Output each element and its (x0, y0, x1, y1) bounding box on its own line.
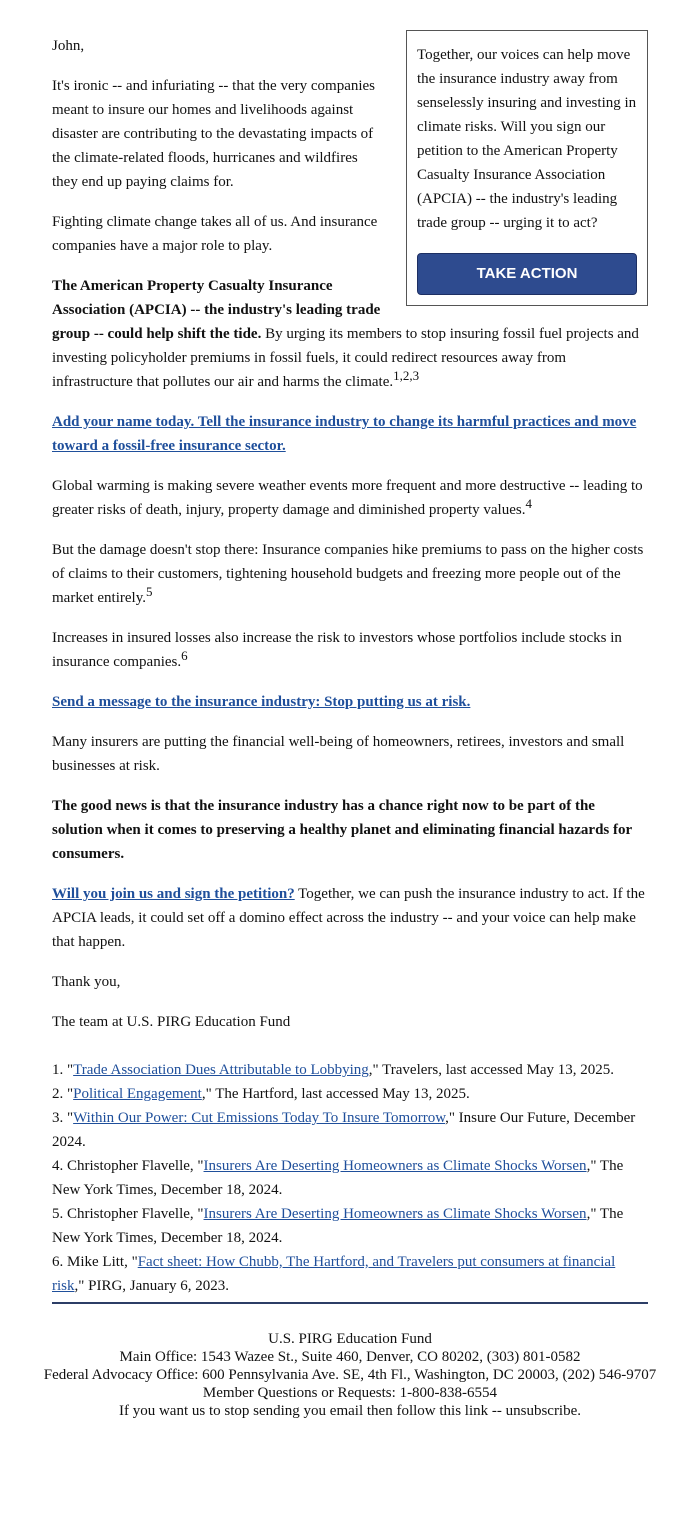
footnote-suffix: ," Travelers, last accessed May 13, 2025. (368, 1062, 615, 1078)
footnote-suffix: ," The Hartford, last accessed May 13, 2025. (201, 1086, 470, 1102)
callout-text: Together, our voices can help move the insurance industry away from senselessly insuring and investing in climate risks. Will you sign our petition to the American Property Casualty Insurance Association (APCIA) -- the industry's leading trade group -- urging it to act? (417, 47, 637, 231)
take-action-button[interactable]: TAKE ACTION (417, 253, 637, 295)
footnote-prefix: 4. Christopher Flavelle, " (52, 1158, 204, 1174)
footer (42, 1304, 658, 1420)
footnote-ref-6: 6 (181, 648, 188, 663)
paragraph-premiums (52, 538, 648, 610)
cta-link-paragraph-2 (52, 690, 648, 714)
paragraph-many-insurers: Many insurers are putting the financial well-being of homeowners, retirees, investors and small businesses at risk. (52, 734, 625, 774)
paragraph-investors (52, 626, 648, 674)
apcia-rest-text: By urging its members to stop insuring fossil fuel projects and investing policyholder premiums in fossil fuels, it could redirect resources away from infrastructure that pollutes our air and harms the climate. (52, 326, 639, 390)
footnote-item (52, 1106, 648, 1154)
footnote-link[interactable]: Political Engagement (73, 1086, 202, 1102)
sign-petition-link[interactable]: Will you join us and sign the petition? (52, 886, 295, 902)
global-warming-text: Global warming is making severe weather events more frequent and more destructive -- leading to greater risks of death, injury, property damage and diminished property values. (52, 478, 643, 518)
footer-unsubscribe[interactable]: If you want us to stop sending you email then follow this link -- unsubscribe. (118, 1403, 582, 1419)
footnotes-list (52, 1058, 648, 1298)
investors-text: Increases in insured losses also increase the risk to investors whose portfolios include stocks in insurance companies. (52, 630, 622, 670)
footnote-suffix: ," The New York Times, December 18, 2024. (52, 1158, 624, 1198)
paragraph-join-us (52, 882, 648, 954)
good-news-bold-text: The good news is that the insurance industry has a chance right now to be part of the solution when it comes to preserving a healthy planet and eliminating financial hazards for consumers. (52, 798, 632, 862)
greeting: John, (52, 38, 85, 54)
footnote-ref-1-3: 1,2,3 (393, 368, 420, 383)
apcia-bold-text: The American Property Casualty Insurance Association (APCIA) -- the industry's leading trade group -- could help shift the tide. (52, 278, 381, 342)
paragraph-good-news (52, 794, 648, 866)
footnote-suffix: ," Insure Our Future, December 2024. (52, 1110, 636, 1150)
footnote-ref-5: 5 (145, 584, 153, 599)
footnote-ref-4: 4 (525, 496, 532, 511)
footnote-prefix: 5. Christopher Flavelle, " (52, 1206, 204, 1222)
footnote-suffix: ," PIRG, January 6, 2023. (74, 1278, 229, 1294)
signoff-line: The team at U.S. PIRG Education Fund (52, 1014, 291, 1030)
footnote-link[interactable]: Insurers Are Deserting Homeowners as Climate Shocks Worsen (203, 1158, 587, 1174)
add-your-name-link[interactable]: Add your name today. Tell the insurance industry to change its harmful practices and move toward a fossil-free insurance sector. (52, 414, 637, 454)
email-body (43, 0, 657, 1420)
footnote-item (52, 1058, 648, 1082)
footer-org-name: U.S. PIRG Education Fund (268, 1331, 432, 1347)
paragraph-global-warming (52, 474, 648, 522)
footnote-suffix: ," The New York Times, December 18, 2024. (52, 1206, 624, 1246)
footnote-link[interactable]: Fact sheet: How Chubb, The Hartford, and Travelers put consumers at financial risk (52, 1254, 616, 1294)
footnote-item (52, 1082, 648, 1106)
footnote-prefix: 2. " (52, 1086, 74, 1102)
thanks-line: Thank you, (52, 974, 121, 990)
join-us-rest-text: Together, we can push the insurance industry to act. If the APCIA leads, it could set off a domino effect across the industry -- and your voice can help make that happen. (52, 886, 645, 950)
footnote-prefix: 3. " (52, 1110, 74, 1126)
footnote-item (52, 1202, 648, 1250)
footnote-item (52, 1250, 648, 1298)
footnote-link[interactable]: Insurers Are Deserting Homeowners as Climate Shocks Worsen (203, 1206, 587, 1222)
footer-main-office: Main Office: 1543 Wazee St., Suite 460, Denver, CO 80202, (303) 801-0582 (119, 1349, 581, 1365)
footnote-prefix: 6. Mike Litt, " (52, 1254, 138, 1270)
paragraph-fighting: Fighting climate change takes all of us. And insurance companies have a major role to play. (52, 214, 378, 254)
premiums-text: But the damage doesn't stop there: Insurance companies hike premiums to pass on the higher costs of claims to their customers, tightening household budgets and freezing more people out of the market entirely. (52, 542, 644, 606)
footer-member-questions: Member Questions or Requests: 1-800-838-6554 (202, 1385, 498, 1401)
footnote-link[interactable]: Trade Association Dues Attributable to Lobbying (73, 1062, 369, 1078)
cta-link-paragraph-1 (52, 410, 648, 458)
paragraph-irony: It's ironic -- and infuriating -- that the very companies meant to insure our homes and livelihoods against disaster are contributing to the devastating impacts of the climate-related floods, hurricanes and wildfires they end up paying claims for. (52, 78, 376, 190)
footnote-link[interactable]: Within Our Power: Cut Emissions Today To Insure Tomorrow (73, 1110, 446, 1126)
footnote-item (52, 1154, 648, 1202)
footnote-prefix: 1. " (52, 1062, 74, 1078)
footer-federal-office: Federal Advocacy Office: 600 Pennsylvania Ave. SE, 4th Fl., Washington, DC 20003, (202) 546-9707 (43, 1367, 657, 1383)
petition-callout-box (406, 30, 648, 306)
send-message-link[interactable]: Send a message to the insurance industry: Stop putting us at risk. (52, 694, 471, 710)
